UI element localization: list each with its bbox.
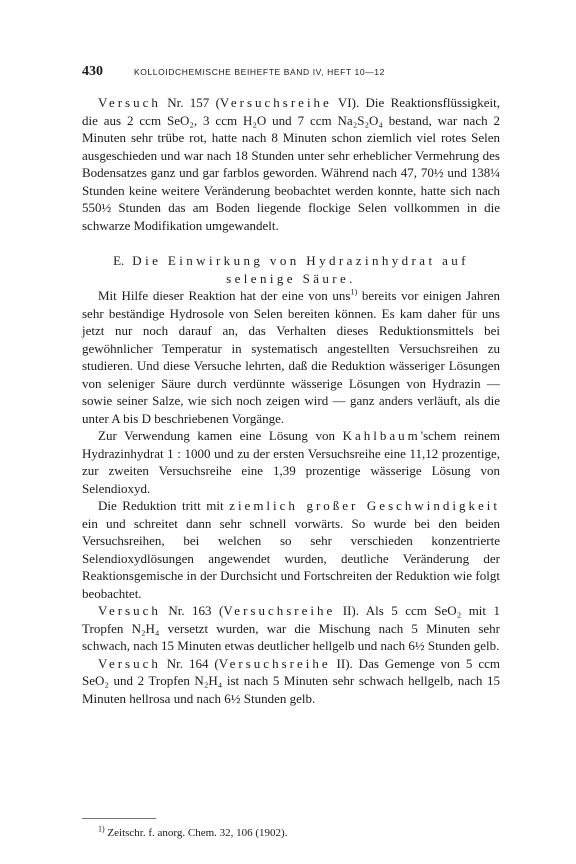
versuchsreihe-label: Versuchsreihe — [223, 603, 336, 618]
text-run: Nr. 157 ( — [167, 95, 220, 110]
paragraph-versuch-164 — [82, 655, 500, 708]
paragraph-versuch-163 — [82, 602, 500, 655]
versuch-lead: Versuch — [98, 603, 161, 618]
author-name: Kahlbaum — [342, 428, 421, 443]
text-run: Nr. 164 ( — [160, 655, 219, 671]
text-run: II). Das Gemenge von 5 ccm SeO₂ und 2 Tropfen N₂H₄ ist nach 5 Minuten sehr schwach hellgelb, nach 15 Minuten hellrosa und nach 6½ Stunden gelb. — [82, 655, 500, 706]
text-run: 'schem reinem Hydrazinhydrat 1 : 1000 und zu der ersten Versuchsreihe eine 11,12 prozentige, zur zweiten Versuchsreihe eine 1,39 prozentige wässerige Lösung von Selendioxyd. — [82, 428, 500, 496]
running-head: KOLLOIDCHEMISCHE BEIHEFTE BAND IV, HEFT 10—12 — [134, 67, 385, 77]
versuch-lead: Versuch — [98, 655, 161, 671]
body-text — [82, 94, 500, 707]
text-run: Die Reduktion tritt mit — [98, 498, 230, 513]
text-run: bereits vor einigen Jahren sehr beständige Hydrosole von Selen bereiten können. Es kam daher für uns jetzt nur noch darauf an, das Verhalten dieses Reduktionsmittels bei gewöhnlicher Temperatur in systematisch angestellten Versuchsreihen zu studieren. Und diese Versuche lehrten, daß die Reduktion wässeriger Lösungen von seleniger Säure durch verdünnte wässerige Lösungen von Hydrazin — sowie seiner Salze, wie sich noch zeigen wird — ganz anders verläuft, als die unter A bis D beschriebenen Vorgänge. — [82, 288, 500, 426]
text-run: Mit Hilfe dieser Reaktion hat der eine von uns — [98, 288, 351, 303]
versuch-lead: Versuch — [98, 95, 161, 110]
paragraph-materials — [82, 427, 500, 497]
page-number: 430 — [82, 64, 103, 79]
emphasis-speed: ziemlich großer Geschwindigkeit — [229, 498, 501, 513]
footnote-marker: 1) — [98, 824, 105, 834]
footnote — [98, 826, 498, 840]
text-run: Nr. 163 ( — [160, 603, 224, 618]
text-run: VI). Die Reaktionsflüssigkeit, die aus 2 ccm SeO₂, 3 ccm H₂O und 7 ccm Na₂S₂O₄ bestand, war nach 2 Minuten sehr trübe rot, hatte nach 8 Minuten schon ziemlich viel rotes Selen ausgeschieden und war nach 18 Stunden unter sehr erheblicher Vermehrung des Bodensatzes ganz und gar farblos geworden. Während nach 47, 70½ und 138¼ Stunden keine weitere Veränderung beobachtet werden konnte, hatte sich nach 550½ Stunden das am Boden liegende flockige Selen vollkommen in die schwarze Modifikation umgewandelt. — [82, 95, 500, 233]
section-letter: E. — [113, 253, 125, 268]
paragraph-hydrazine-intro — [82, 287, 500, 427]
section-heading — [82, 252, 500, 287]
text-run: Zur Verwendung kamen eine Lösung von — [98, 428, 343, 443]
text-run: ein und schreitet dann sehr schnell vorwärts. So wurde bei den beiden Versuchsreihen, bei welchen so sehr verschieden konzentrierte Selendioxydlösungen angewendet wurden, deutliche Veränderung der Reaktionsgemische in der Durchsicht und Fortschreiten der Reduktion wie folgt beobachtet. — [82, 515, 500, 601]
versuchsreihe-label: Versuchsreihe — [218, 655, 331, 671]
footnote-text: Zeitschr. f. anorg. Chem. 32, 106 (1902). — [104, 827, 288, 839]
section-title: Die Einwirkung von Hydrazinhydrat auf selenige Säure. — [132, 253, 469, 286]
paragraph-reduction-speed — [82, 497, 500, 602]
paragraph-versuch-157 — [82, 94, 500, 234]
footnote-reference: 1) — [350, 287, 358, 297]
page-header — [82, 64, 500, 80]
text-run: II). Als 5 ccm SeO₂ mit 1 Tropfen N₂H₄ versetzt wurden, war die Mischung nach 5 Minuten sehr schwach, nach 15 Minuten etwas deutlicher hellgelb und nach 6½ Stunden gelb. — [82, 603, 500, 653]
footnote-divider — [82, 818, 156, 819]
versuchsreihe-label: Versuchsreihe — [219, 95, 332, 110]
